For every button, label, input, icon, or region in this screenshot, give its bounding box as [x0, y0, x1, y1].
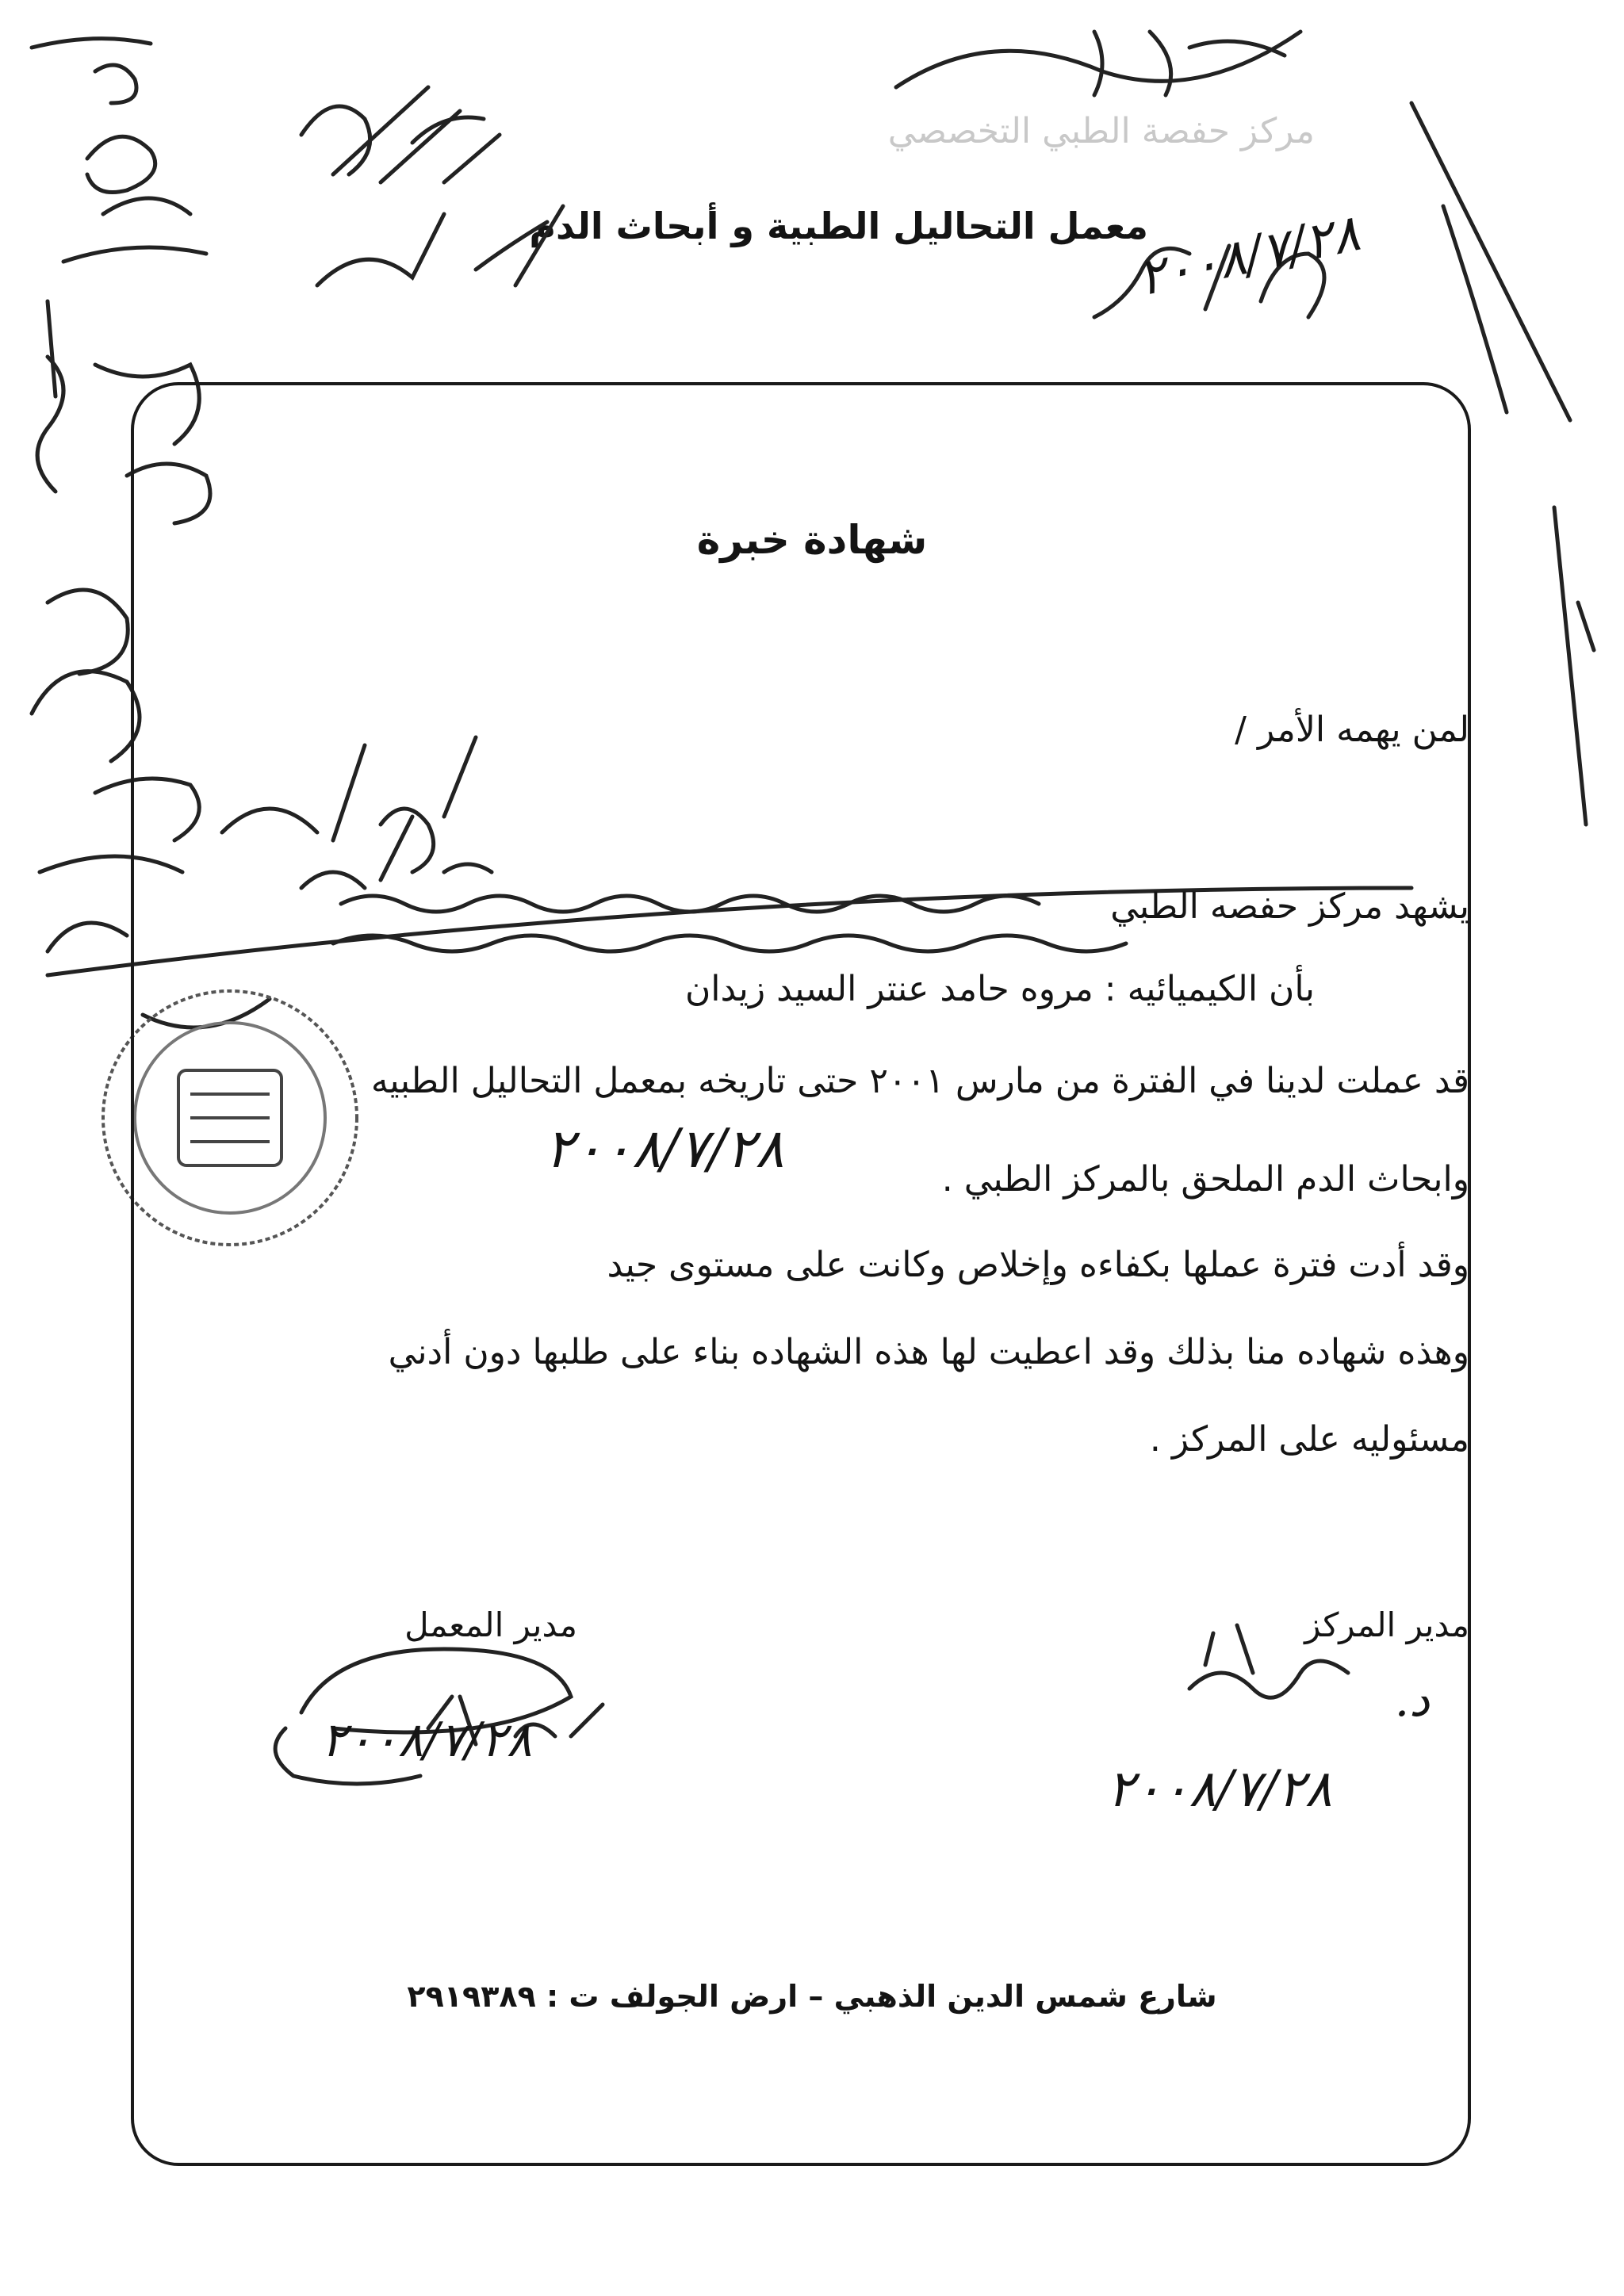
footer-address: شارع شمس الدين الذهبي – ارض الجولف ت : ٢٩١٩٣٨٩ [407, 1979, 1217, 2014]
body-line-5: وقد أدت فترة عملها بكفاءه وإخلاص وكانت على مستوى جيد [607, 1245, 1469, 1285]
body-line-6: وهذه شهاده منا بذلك وقد اعطيت لها هذه الشهاده بناء على طلبها دون أدني [388, 1332, 1469, 1372]
lab-name-header: معمل التحاليل الطبية و أبحاث الدم [529, 205, 1148, 247]
body-line-2: بأن الكيميائيه : مروه حامد عنتر السيد زيدان [684, 969, 1315, 1009]
faded-stamp-text: مركز حفصة الطبي التخصصي [887, 111, 1315, 151]
lab-manager-date: ٢٠٠٨/٧/٢٨ [320, 1712, 532, 1768]
handwritten-top-date: ٢٠٠٨/٧/٢٨ [1132, 204, 1365, 308]
body-line-3: قد عملت لدينا في الفترة من مارس ٢٠٠١ حتى تاريخه بمعمل التحاليل الطبيه [370, 1061, 1469, 1101]
body-line-4: وابحاث الدم الملحق بالمركز الطبي . [941, 1159, 1469, 1200]
certificate-title: شهادة خبرة [696, 517, 928, 563]
handwritten-body-date: ٢٠٠٨/٧/٢٨ [545, 1118, 784, 1181]
body-line-7: مسئوليه على المركز . [1149, 1419, 1469, 1460]
center-manager-signature: د. [1394, 1673, 1430, 1727]
body-line-1: يشهد مركز حفصه الطبي [1110, 886, 1469, 927]
lab-manager-label: مدير المعمل [404, 1605, 577, 1644]
center-manager-label: مدير المركز [1304, 1605, 1469, 1644]
center-manager-date: ٢٠٠٨/٧/٢٨ [1107, 1760, 1332, 1819]
salutation: لمن يهمه الأمر / [1235, 710, 1469, 750]
